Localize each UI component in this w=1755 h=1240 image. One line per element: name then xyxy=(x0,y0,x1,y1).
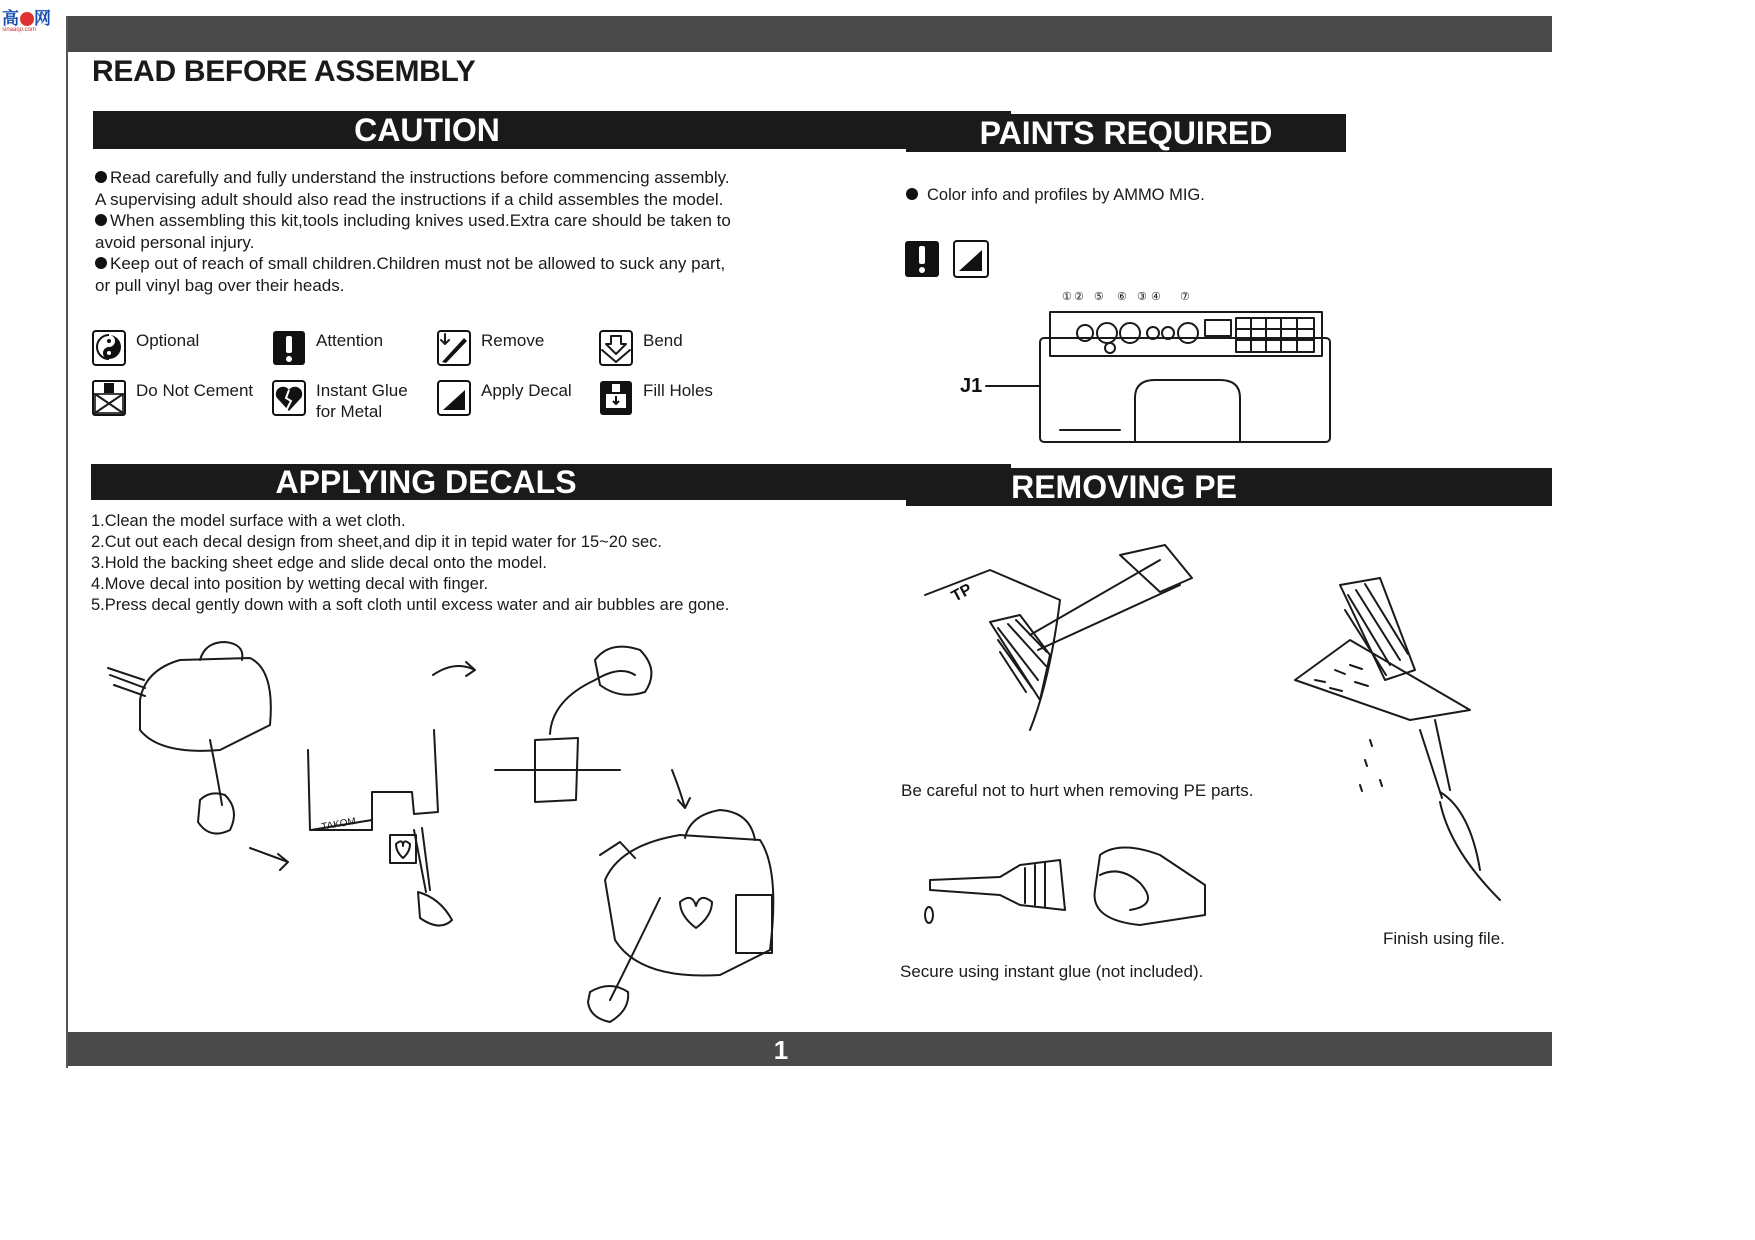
caution-line: or pull vinyl bag over their heads. xyxy=(95,275,345,295)
decal-step: 3.Hold the backing sheet edge and slide decal onto the model. xyxy=(91,554,547,572)
page-title: READ BEFORE ASSEMBLY xyxy=(92,55,476,88)
legend-instant-glue: Instant Glue for Metal xyxy=(272,380,408,422)
arrow-icon xyxy=(250,848,288,870)
logo-url: sinaaqo.com xyxy=(2,27,37,33)
svg-text:④: ④ xyxy=(1151,291,1161,303)
bend-icon xyxy=(599,330,633,366)
bullet-icon xyxy=(95,214,107,226)
left-rule xyxy=(66,16,68,1068)
paints-note: Color info and profiles by AMMO MIG. xyxy=(906,186,1205,205)
decal-step: 1.Clean the model surface with a wet cloth. xyxy=(91,512,406,530)
caution-heading: CAUTION xyxy=(93,111,1011,149)
decal-sheet-sketch xyxy=(308,730,452,926)
decal-step: 5.Press decal gently down with a soft cloth until excess water and air bubbles are gone. xyxy=(91,596,730,614)
bullet-icon xyxy=(906,188,918,200)
exclamation-icon xyxy=(905,241,939,277)
legend-remove: Remove xyxy=(437,330,544,366)
top-bar xyxy=(68,16,1552,52)
dashboard-panel xyxy=(1040,312,1330,442)
caption-finish: Finish using file. xyxy=(1383,929,1505,948)
legend-optional: Optional xyxy=(92,330,199,366)
bullet-icon xyxy=(95,257,107,269)
decal-step: 2.Cut out each decal design from sheet,and dip it in tepid water for 15~20 sec. xyxy=(91,533,662,551)
fill-holes-icon xyxy=(599,380,633,416)
instant-glue-sketch xyxy=(920,835,1220,955)
sheet-brand: TAKOM xyxy=(320,816,357,833)
removing-pe-heading: REMOVING PE xyxy=(906,468,1552,506)
svg-text:⑤: ⑤ xyxy=(1094,291,1104,303)
caution-line: Read carefully and fully understand the instructions before commencing assembly. xyxy=(95,167,785,189)
logo-ball-icon xyxy=(20,12,34,26)
site-logo: 高 网 sinaaqo.com xyxy=(2,4,66,36)
legend-fill-holes: Fill Holes xyxy=(599,380,713,416)
svg-text:②: ② xyxy=(1074,291,1084,303)
caption-secure: Secure using instant glue (not included). xyxy=(900,962,1204,981)
caution-line: Keep out of reach of small children.Children must not be allowed to suck any part, xyxy=(95,253,785,275)
callout-numbers xyxy=(1062,291,1190,303)
legend-do-not-cement: Do Not Cement xyxy=(92,380,253,416)
caution-line: avoid personal injury. xyxy=(95,232,255,252)
dip-in-water-sketch xyxy=(495,647,651,802)
svg-text:①: ① xyxy=(1062,291,1072,303)
decal-steps xyxy=(91,511,729,616)
knife-remove-icon xyxy=(437,330,471,366)
legend-bend: Bend xyxy=(599,330,683,366)
apply-decal-icon xyxy=(437,380,471,416)
bullet-icon xyxy=(95,171,107,183)
svg-text:⑥: ⑥ xyxy=(1117,291,1127,303)
svg-text:⑦: ⑦ xyxy=(1180,291,1190,303)
arrow-icon xyxy=(433,662,475,676)
symbol-legend xyxy=(92,330,752,425)
do-not-cement-icon xyxy=(92,380,126,416)
pe-filing-sketch xyxy=(1290,570,1550,900)
paint-icons xyxy=(904,240,992,283)
caption-careful: Be careful not to hurt when removing PE parts. xyxy=(901,781,1254,800)
legend-attention: Attention xyxy=(272,330,383,366)
page-number: 1 xyxy=(773,1035,789,1065)
decal-application-illustration xyxy=(100,630,820,1030)
sheet-mark: TP xyxy=(948,580,975,606)
decals-heading: APPLYING DECALS xyxy=(91,464,1011,500)
pe-cutting-sketch xyxy=(920,540,1200,740)
legend-apply-decal: Apply Decal xyxy=(437,380,572,416)
decal-step: 4.Move decal into position by wetting decal with finger. xyxy=(91,575,489,593)
part-j1-diagram xyxy=(960,288,1340,448)
exclamation-icon xyxy=(272,330,306,366)
caution-line: A supervising adult should also read the instructions if a child assembles the model. xyxy=(95,189,724,209)
instant-glue-icon xyxy=(272,380,306,416)
caution-text xyxy=(95,167,785,296)
caution-line: When assembling this kit,tools including knives used.Extra care should be taken to xyxy=(95,210,785,232)
part-label: J1 xyxy=(960,375,983,397)
turret-wet-cloth-sketch xyxy=(108,642,271,834)
turret-decal-press-sketch xyxy=(588,810,773,1022)
yin-yang-icon xyxy=(92,330,126,366)
svg-text:③: ③ xyxy=(1137,291,1147,303)
apply-decal-icon xyxy=(954,241,988,277)
logo-text: 高 xyxy=(2,9,20,28)
paints-heading: PAINTS REQUIRED xyxy=(906,114,1346,152)
arrow-icon xyxy=(672,770,690,808)
